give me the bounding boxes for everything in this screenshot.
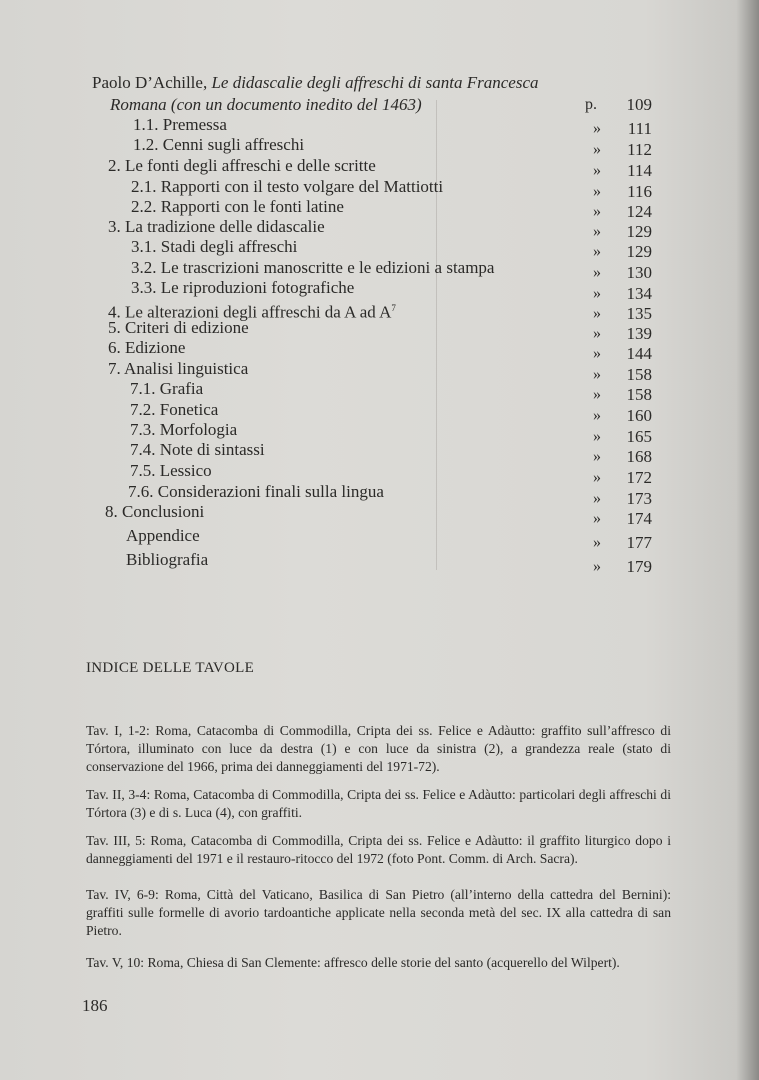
toc-entry-marker: » <box>593 264 601 281</box>
toc-entry-page: 114 <box>627 161 652 180</box>
toc-author-line <box>0 73 700 93</box>
plate-entry: Tav. III, 5: Roma, Catacomba di Commodilla, Cripta dei ss. Felice e Adàutto: il graffito liturgico dopo i danneggiamenti del 1971 e il restauro-ritocco del 1972 (foto Pont. Comm. di Arch. Sacra). <box>86 833 671 866</box>
toc-entry-page: 112 <box>627 140 652 159</box>
toc-entry <box>0 400 700 425</box>
toc-entry <box>0 278 700 303</box>
toc-entry-marker: » <box>593 428 601 445</box>
toc-entry-label: 3. La tradizione delle didascalie <box>108 217 325 236</box>
toc-entry-label: 7.6. Considerazioni finali sulla lingua <box>128 482 384 501</box>
toc-title-marker: p. <box>585 96 597 113</box>
toc-entry <box>0 135 700 159</box>
toc-entry-page: 134 <box>626 284 652 303</box>
toc-entry-label: 2. Le fonti degli affreschi e delle scritte <box>108 156 376 175</box>
toc-entry-label: 8. Conclusioni <box>105 502 205 521</box>
toc-entry-marker: » <box>593 345 601 362</box>
toc-entry-label: 7.4. Note di sintassi <box>130 440 265 459</box>
toc-entry-page: 130 <box>626 263 652 282</box>
toc-entry <box>0 338 700 363</box>
toc-entry-page: 116 <box>627 182 652 201</box>
toc-entry-page: 129 <box>626 222 652 241</box>
toc-entry-page: 172 <box>626 468 652 487</box>
toc-author: Paolo D’Achille, <box>92 73 208 92</box>
toc-entry-page: 158 <box>626 365 652 384</box>
toc-entry <box>0 359 700 384</box>
toc-entry-marker: » <box>593 386 601 403</box>
toc-entry <box>0 115 700 138</box>
toc-entry-marker: » <box>593 203 601 220</box>
toc-entry-label: 7. Analisi linguistica <box>108 359 249 378</box>
toc-entry-marker: » <box>593 366 601 383</box>
toc-entry-page: 144 <box>626 344 652 363</box>
toc-entry-page: 124 <box>626 202 652 221</box>
toc-entry-marker: » <box>593 223 601 240</box>
toc-entry-page: 111 <box>627 119 652 138</box>
toc-entry-label: 3.3. Le riproduzioni fotografiche <box>131 278 355 297</box>
toc-entry <box>0 298 700 323</box>
toc-entry <box>0 177 700 201</box>
toc-entry-marker: » <box>593 183 601 200</box>
toc-entry-marker: » <box>593 534 601 551</box>
toc-title-line1: Le didascalie degli affreschi di santa Francesca <box>211 73 539 92</box>
toc-entry <box>0 420 700 446</box>
toc-entry-page: 173 <box>626 489 652 508</box>
toc-entry <box>0 258 700 282</box>
toc-entry-marker: » <box>593 510 601 527</box>
toc-entry-label: Bibliografia <box>126 550 209 569</box>
toc-entry-page: 179 <box>626 557 652 576</box>
toc-entry-marker: » <box>593 141 601 158</box>
toc-entry-marker: » <box>593 490 601 507</box>
plate-entry: Tav. V, 10: Roma, Chiesa di San Clemente: affresco delle storie del santo (acquerello del Wilpert). <box>86 955 620 970</box>
toc-entry <box>0 217 700 241</box>
toc-entry-marker: » <box>593 162 601 179</box>
toc-entry-page: 174 <box>626 509 652 528</box>
plate-entry: Tav. I, 1-2: Roma, Catacomba di Commodilla, Cripta dei ss. Felice e Adàutto: graffito sull’affresco di Tórtora, illuminato con luce da destra (1) e con luce da sinistra (2), a grandezza reale (stato di conservazione del 1966, prima dei danneggiamenti del 1971-72). <box>86 723 671 774</box>
toc-entry-label: 3.2. Le trascrizioni manoscritte e le edizioni a stampa <box>131 258 495 277</box>
toc-entry <box>0 156 700 180</box>
toc-entry-label: 6. Edizione <box>108 338 186 357</box>
toc-entry <box>0 526 700 552</box>
toc-entry-marker: » <box>593 285 601 302</box>
toc-entry <box>0 461 700 487</box>
toc-entry-page: 177 <box>626 533 652 552</box>
toc-entry-label: 2.2. Rapporti con le fonti latine <box>131 197 344 216</box>
toc-entry-label: 7.3. Morfologia <box>130 420 238 439</box>
toc-entry-label: 5. Criteri di edizione <box>108 318 249 337</box>
toc-entry <box>0 379 700 404</box>
toc-entry-page: 135 <box>626 304 652 323</box>
toc-entry-marker: » <box>593 448 601 465</box>
plate-entry: Tav. II, 3-4: Roma, Catacomba di Commodilla, Cripta dei ss. Felice e Adàutto: particolari degli affreschi di Tórtora (3) e di s. Luca (4), con graffiti. <box>86 787 671 820</box>
toc-entry <box>0 440 700 466</box>
toc-entry-page: 129 <box>626 242 652 261</box>
toc-entry-marker: » <box>593 120 601 137</box>
toc-entry <box>0 197 700 221</box>
toc-entry-page: 168 <box>626 447 652 466</box>
toc-entry-marker: » <box>593 305 601 322</box>
toc-entry-page: 139 <box>626 324 652 343</box>
toc-entry-label: 2.1. Rapporti con il testo volgare del Mattiotti <box>131 177 444 196</box>
toc-entry-superscript: 7 <box>391 303 396 313</box>
toc-entry-marker: » <box>593 407 601 424</box>
page-number: 186 <box>82 996 108 1015</box>
toc-entry-marker: » <box>593 469 601 486</box>
toc-entry-page: 165 <box>626 427 652 446</box>
toc-entry-label: 1.1. Premessa <box>133 115 227 134</box>
toc-entry-label: 4. Le alterazioni degli affreschi da A ad A <box>108 302 392 322</box>
toc-entry-page: 158 <box>626 385 652 404</box>
toc-entry-marker: » <box>593 558 601 575</box>
toc-entry <box>0 318 700 343</box>
toc-entry <box>0 237 700 261</box>
toc-entry-label: 7.2. Fonetica <box>130 400 219 419</box>
toc-entry <box>0 502 700 528</box>
toc-entry-label: Appendice <box>126 526 200 545</box>
toc-entry <box>0 550 700 576</box>
toc-entry-page: 160 <box>626 406 652 425</box>
toc-entry-marker: » <box>593 243 601 260</box>
toc-title-page: 109 <box>626 95 652 114</box>
toc-entry-marker: » <box>593 325 601 342</box>
toc-entry-label: 7.5. Lessico <box>130 461 212 480</box>
toc-entry <box>0 482 700 508</box>
toc-entry-label: 3.1. Stadi degli affreschi <box>131 237 298 256</box>
plates-heading: INDICE DELLE TAVOLE <box>86 660 255 676</box>
toc-title-line <box>0 95 700 115</box>
toc-entry-label: 1.2. Cenni sugli affreschi <box>133 135 305 154</box>
toc-title-line2: Romana (con un documento inedito del 1463) <box>110 95 422 114</box>
toc-entry-label: 7.1. Grafia <box>130 379 204 398</box>
plate-entry: Tav. IV, 6-9: Roma, Città del Vaticano, Basilica di San Pietro (all’interno della cattedra del Bernini): graffiti sulle formelle di avorio tardoantiche applicate nella seconda metà del sec. IX alla cattedra di san Pietro. <box>86 887 671 938</box>
